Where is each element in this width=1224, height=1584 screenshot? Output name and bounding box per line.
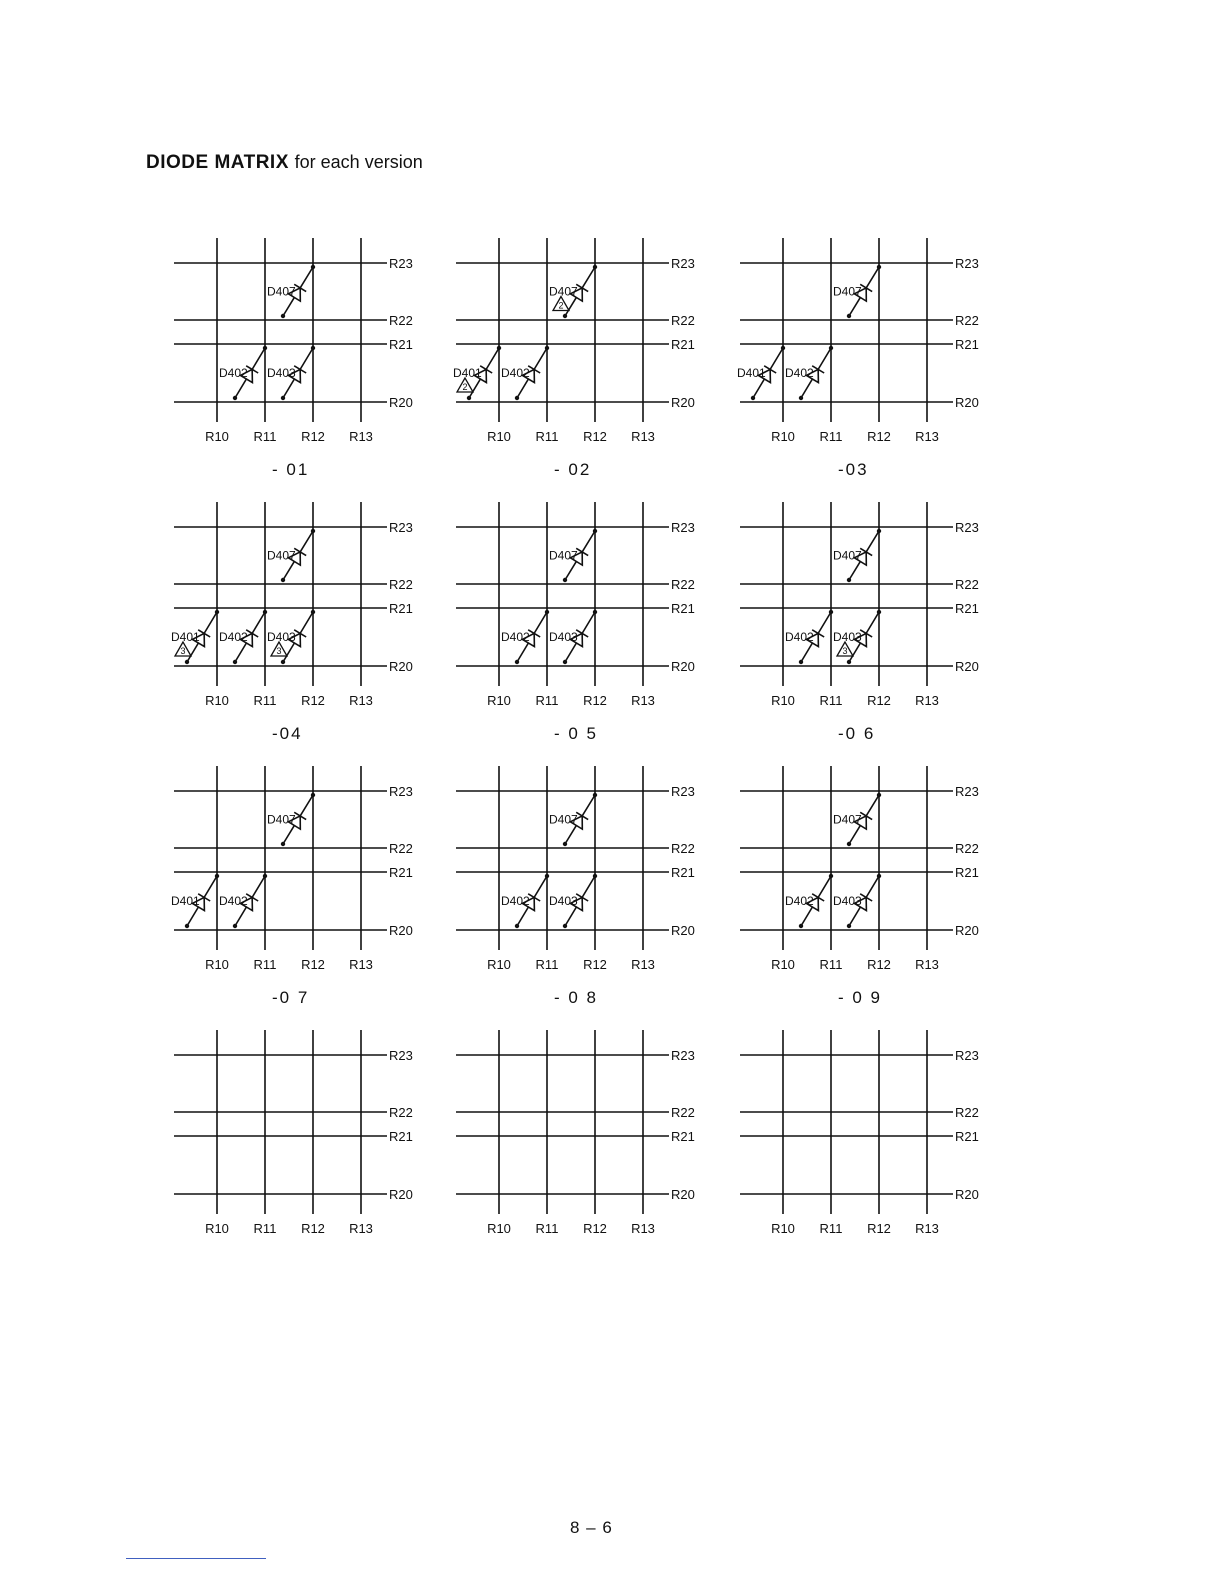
diode-label: D407: [833, 548, 862, 563]
column-label: R10: [205, 693, 229, 708]
column-label: R12: [867, 1221, 891, 1236]
column-label: R12: [583, 429, 607, 444]
row-label: R23: [671, 1048, 695, 1063]
column-label: R11: [535, 429, 559, 444]
column-label: R10: [205, 1221, 229, 1236]
diode-label: D407: [833, 812, 862, 827]
column-label: R13: [349, 693, 373, 708]
matrix-grid: [172, 502, 462, 717]
version-label: - 0 9: [838, 988, 883, 1007]
diode-matrix-panel: [172, 502, 462, 752]
row-label: R23: [955, 256, 979, 271]
column-label: R13: [631, 957, 655, 972]
row-label: R21: [671, 865, 695, 880]
row-label: R23: [955, 1048, 979, 1063]
diode-label: D403: [833, 894, 862, 908]
row-label: R20: [955, 1187, 979, 1202]
column-label: R11: [819, 1221, 843, 1236]
column-label: R10: [771, 1221, 795, 1236]
diode-matrix-panel: [172, 1030, 462, 1280]
column-label: R13: [915, 693, 939, 708]
matrix-grid: [454, 1030, 744, 1245]
diode-matrix-panel: [454, 238, 744, 488]
version-label: -04: [272, 724, 303, 743]
row-label: R20: [671, 395, 695, 410]
row-label: R21: [955, 865, 979, 880]
diode-label: D402: [501, 630, 530, 644]
column-label: R12: [583, 957, 607, 972]
column-label: R12: [301, 429, 325, 444]
row-label: R21: [389, 1129, 413, 1144]
row-label: R21: [671, 601, 695, 616]
diode-matrix-panel: [738, 766, 1028, 1016]
column-label: R11: [253, 693, 277, 708]
row-label: R20: [955, 659, 979, 674]
matrix-grid: [454, 766, 744, 981]
diode-label: D401: [737, 366, 766, 380]
row-label: R23: [671, 784, 695, 799]
row-label: R20: [389, 659, 413, 674]
row-label: R20: [671, 659, 695, 674]
diode-label: D402: [219, 366, 248, 380]
row-label: R20: [955, 923, 979, 938]
matrix-grid: [738, 1030, 1028, 1245]
row-label: R21: [955, 337, 979, 352]
diode-label: D402: [219, 630, 248, 644]
diode-label: D403: [267, 630, 296, 644]
column-label: R13: [631, 693, 655, 708]
revision-mark: 2: [558, 300, 564, 311]
row-label: R20: [955, 395, 979, 410]
version-label: -0 6: [838, 724, 876, 743]
diode-label: D407: [833, 284, 862, 299]
column-label: R12: [301, 693, 325, 708]
row-label: R22: [389, 1105, 413, 1120]
column-label: R13: [349, 957, 373, 972]
diode-label: D401: [171, 894, 200, 908]
column-label: R10: [487, 429, 511, 444]
revision-mark: 3: [276, 646, 282, 656]
row-label: R21: [955, 1129, 979, 1144]
row-label: R23: [955, 784, 979, 799]
row-label: R23: [671, 520, 695, 535]
column-label: R10: [771, 693, 795, 708]
column-label: R13: [915, 429, 939, 444]
row-label: R20: [671, 923, 695, 938]
column-label: R12: [301, 957, 325, 972]
row-label: R22: [389, 577, 413, 592]
column-label: R13: [631, 1221, 655, 1236]
row-label: R22: [955, 841, 979, 856]
diode-label: D403: [267, 366, 296, 380]
row-label: R22: [671, 577, 695, 592]
column-label: R10: [205, 429, 229, 444]
diode-matrix-panel: [454, 1030, 744, 1280]
diode-label: D402: [219, 894, 248, 908]
matrix-grid: [454, 238, 744, 453]
row-label: R22: [955, 1105, 979, 1120]
row-label: R22: [955, 577, 979, 592]
column-label: R12: [867, 429, 891, 444]
column-label: R12: [867, 957, 891, 972]
diode-label: D402: [785, 894, 814, 908]
matrix-grid: [738, 766, 1028, 981]
row-label: R21: [671, 337, 695, 352]
diode-matrix-panel: [454, 766, 744, 1016]
column-label: R10: [487, 693, 511, 708]
column-label: R13: [915, 957, 939, 972]
version-label: - 01: [272, 460, 310, 479]
page-number: 8 – 6: [570, 1518, 613, 1537]
version-label: - 0 8: [554, 988, 599, 1007]
matrix-grid: [738, 238, 1028, 453]
row-label: R23: [671, 256, 695, 271]
diode-label: D407: [267, 548, 296, 563]
diode-label: D407: [549, 812, 578, 827]
column-label: R10: [487, 1221, 511, 1236]
row-label: R20: [389, 923, 413, 938]
matrix-grid: [454, 502, 744, 717]
row-label: R23: [389, 1048, 413, 1063]
diode-label: D401: [171, 630, 200, 644]
row-label: R23: [389, 784, 413, 799]
diode-matrix-panel: [172, 766, 462, 1016]
column-label: R11: [253, 429, 277, 444]
page-title-main: DIODE MATRIX: [146, 152, 289, 173]
row-label: R22: [671, 313, 695, 328]
row-label: R22: [389, 841, 413, 856]
row-label: R21: [389, 601, 413, 616]
matrix-grid: [738, 502, 1028, 717]
row-label: R20: [389, 395, 413, 410]
row-label: R23: [389, 520, 413, 535]
version-label: - 02: [554, 460, 592, 479]
column-label: R10: [487, 957, 511, 972]
revision-mark: 3: [180, 646, 186, 656]
matrix-grid: [172, 766, 462, 981]
column-label: R11: [819, 957, 843, 972]
row-label: R22: [955, 313, 979, 328]
column-label: R10: [771, 429, 795, 444]
diode-label: D403: [549, 894, 578, 908]
column-label: R11: [819, 429, 843, 444]
column-label: R11: [253, 957, 277, 972]
row-label: R22: [671, 841, 695, 856]
column-label: R10: [771, 957, 795, 972]
column-label: R11: [819, 693, 843, 708]
diode-label: D407: [267, 284, 296, 299]
page-title: [146, 152, 423, 174]
column-label: R11: [535, 957, 559, 972]
diode-label: D403: [549, 630, 578, 644]
column-label: R13: [349, 1221, 373, 1236]
row-label: R20: [671, 1187, 695, 1202]
diode-matrix-panel: [454, 502, 744, 752]
diode-label: D407: [549, 548, 578, 563]
matrix-grid: [172, 1030, 462, 1245]
diode-label: D401: [453, 366, 482, 380]
diode-label: D402: [501, 366, 530, 380]
row-label: R22: [671, 1105, 695, 1120]
diode-label: D403: [833, 630, 862, 644]
diode-matrix-panel: [172, 238, 462, 488]
diode-label: D407: [267, 812, 296, 827]
diode-label: D402: [785, 366, 814, 380]
row-label: R21: [955, 601, 979, 616]
diode-matrix-panel: [738, 502, 1028, 752]
diode-matrix-panel: [738, 1030, 1028, 1280]
column-label: R11: [535, 693, 559, 708]
version-label: -03: [838, 460, 869, 479]
column-label: R11: [535, 1221, 559, 1236]
column-label: R13: [349, 429, 373, 444]
matrix-grid: [172, 238, 462, 453]
page-title-sub: for each version: [294, 152, 423, 172]
column-label: R12: [583, 693, 607, 708]
row-label: R21: [389, 337, 413, 352]
version-label: - 0 5: [554, 724, 599, 743]
column-label: R12: [301, 1221, 325, 1236]
column-label: R12: [583, 1221, 607, 1236]
row-label: R21: [389, 865, 413, 880]
column-label: R13: [915, 1221, 939, 1236]
row-label: R21: [671, 1129, 695, 1144]
column-label: R10: [205, 957, 229, 972]
diode-label: D402: [501, 894, 530, 908]
column-label: R12: [867, 693, 891, 708]
row-label: R20: [389, 1187, 413, 1202]
row-label: R23: [389, 256, 413, 271]
revision-mark: 2: [462, 382, 468, 392]
row-label: R23: [955, 520, 979, 535]
diode-matrix-panel: [738, 238, 1028, 488]
version-label: -0 7: [272, 988, 310, 1007]
column-label: R11: [253, 1221, 277, 1236]
row-label: R22: [389, 313, 413, 328]
revision-mark: 3: [842, 646, 848, 656]
column-label: R13: [631, 429, 655, 444]
footer-rule: [126, 1558, 266, 1559]
diode-label: D407: [549, 284, 578, 299]
diode-label: D402: [785, 630, 814, 644]
